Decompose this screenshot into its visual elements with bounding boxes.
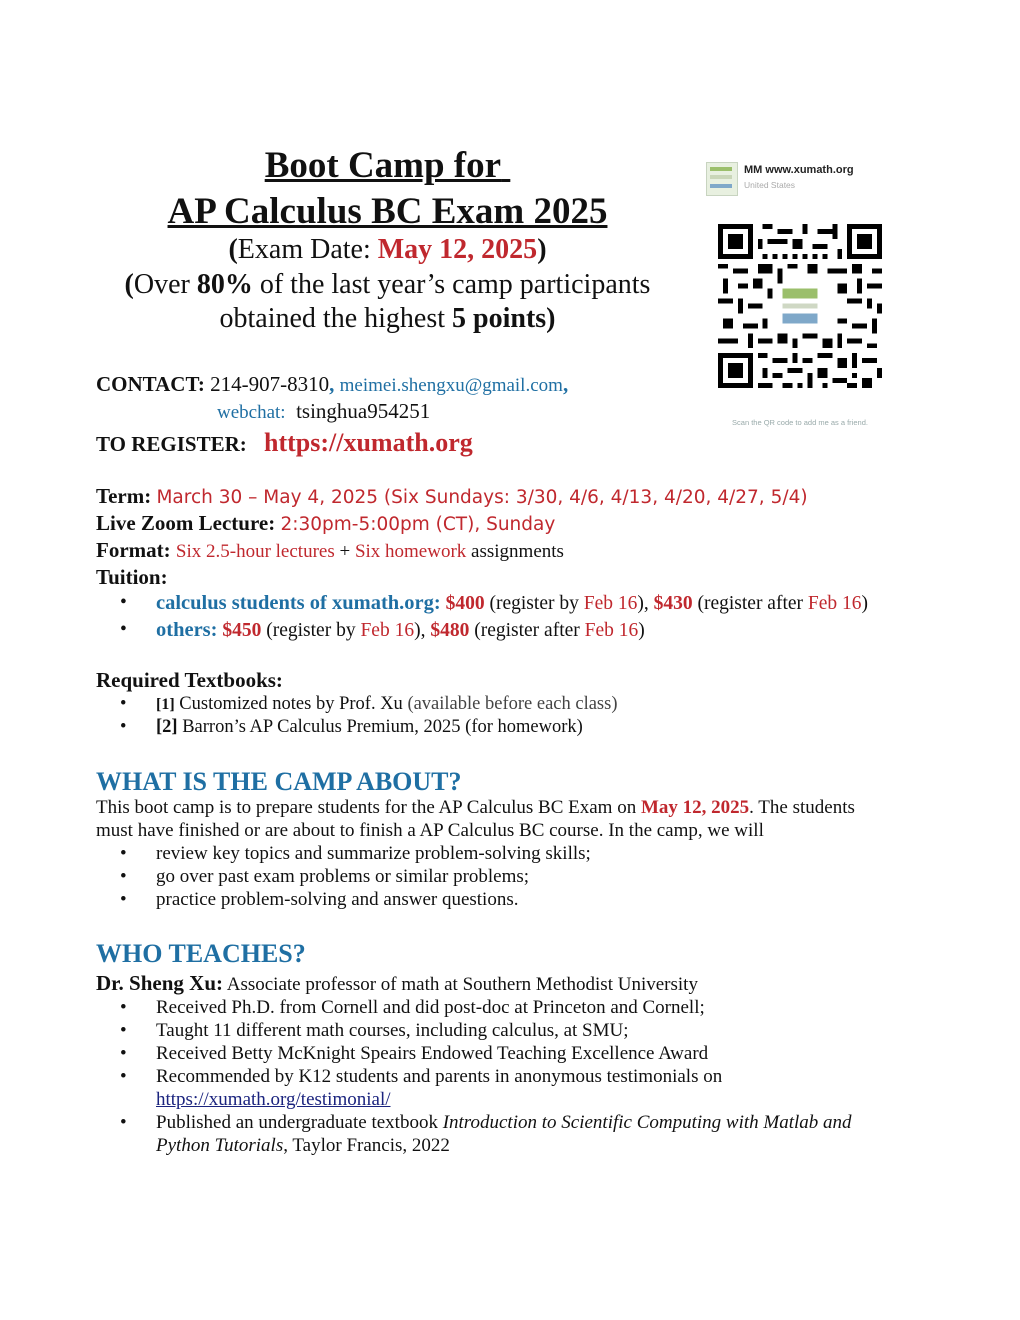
about-paragraph-line-2: must have finished or are about to finish a AP Calculus BC course. In the camp, we will	[96, 820, 764, 841]
contact-label: CONTACT:	[96, 372, 205, 396]
term-value: March 30 – May 4, 2025 (Six Sundays: 3/30, 4/6, 4/13, 4/20, 4/27, 5/4)	[156, 487, 808, 508]
contact-email[interactable]: meimei.shengxu@gmail.com	[339, 375, 563, 396]
term-label: Term:	[96, 484, 152, 508]
qr-code-icon[interactable]	[718, 224, 882, 388]
textbooks-heading: Required Textbooks:	[96, 668, 283, 692]
title-line-2: AP Calculus BC Exam 2025	[167, 191, 608, 232]
lecture-label: Live Zoom Lecture:	[96, 511, 276, 535]
qr-profile-region: United States	[744, 180, 796, 190]
wechat-qr-card	[700, 152, 890, 437]
about-paragraph-line-1: This boot camp is to prepare students for the AP Calculus BC Exam on May 12, 2025. The students	[96, 797, 855, 818]
register-line	[96, 428, 473, 458]
term-line	[96, 484, 808, 509]
lecture-value: 2:30pm-5:00pm (CT), Sunday	[280, 514, 556, 535]
about-heading: WHAT IS THE CAMP ABOUT?	[96, 767, 462, 796]
contact-phone: 214-907-8310	[210, 372, 330, 396]
register-link[interactable]: https://xumath.org	[264, 428, 473, 457]
exam-date: May 12, 2025	[377, 234, 538, 265]
profile-avatar	[706, 162, 738, 196]
qr-profile-header	[706, 160, 890, 200]
teacher-intro: Dr. Sheng Xu: Associate professor of math at Southern Methodist University	[96, 971, 698, 995]
contact-line: CONTACT: 214-907-8310, meimei.shengxu@gmail.com,	[96, 372, 569, 396]
tuition-label: Tuition:	[96, 565, 168, 589]
title-line-1: Boot Camp for	[264, 145, 502, 186]
qr-profile-name: MM www.xumath.org	[744, 164, 854, 176]
teacher-heading: WHO TEACHES?	[96, 939, 306, 968]
webchat-id: tsinghua954251	[296, 399, 431, 423]
qr-caption: Scan the QR code to add me as a friend.	[732, 418, 868, 427]
webchat-line	[217, 399, 430, 424]
webchat-label: webchat:	[217, 402, 286, 423]
lecture-line	[96, 511, 555, 536]
success-line-1: (Over 80% of the last year’s camp participants	[124, 269, 651, 300]
register-label: TO REGISTER:	[96, 432, 247, 456]
exam-date-line: (Exam Date: May 12, 2025)	[228, 234, 547, 265]
teacher-name: Dr. Sheng Xu:	[96, 971, 224, 995]
format-label: Format:	[96, 538, 171, 562]
format-line: Format: Six 2.5-hour lectures + Six homework assignments	[96, 538, 564, 562]
success-line-2: obtained the highest 5 points)	[219, 303, 556, 334]
testimonial-link[interactable]: https://xumath.org/testimonial/	[156, 1089, 391, 1110]
